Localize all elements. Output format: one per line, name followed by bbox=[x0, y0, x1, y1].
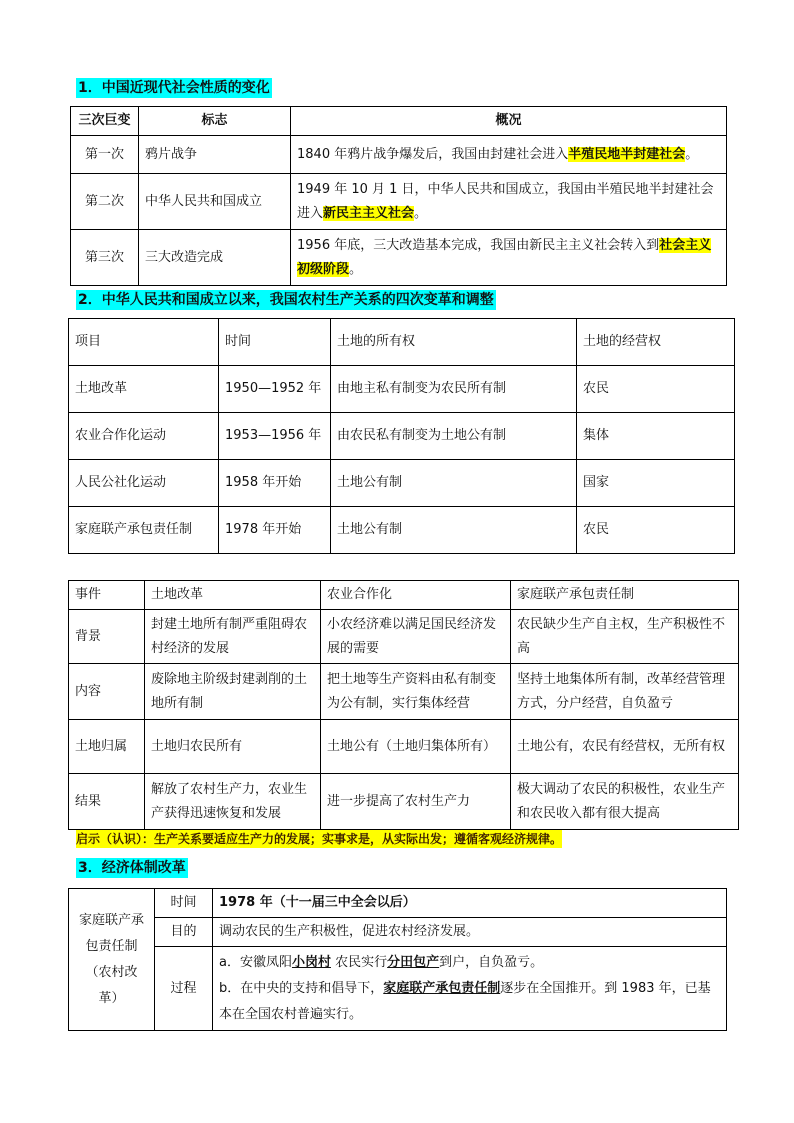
reform-comparison-table bbox=[68, 580, 739, 830]
header-cell: 标志 bbox=[139, 107, 291, 136]
section3-heading: 3．经济体制改革 bbox=[78, 860, 186, 876]
table-cell: 1958 年开始 bbox=[219, 460, 331, 507]
table-cell: 废除地主阶级封建剥削的土地所有制 bbox=[145, 664, 321, 720]
value-cell: 1978 年（十一届三中全会以后） bbox=[213, 889, 727, 918]
table-cell: 进一步提高了农村生产力 bbox=[321, 774, 511, 830]
header-cell: 事件 bbox=[69, 581, 145, 610]
table-cell: 解放了农村生产力，农业生产获得迅速恢复和发展 bbox=[145, 774, 321, 830]
table-cell bbox=[291, 174, 727, 230]
table-row bbox=[69, 664, 739, 720]
table-cell: 第二次 bbox=[71, 174, 139, 230]
table-cell: 坚持土地集体所有制，改革经营管理方式，分户经营，自负盈亏 bbox=[511, 664, 739, 720]
cell-text: b．在中央的支持和倡导下， bbox=[219, 980, 384, 996]
cell-text: 1840 年鸦片战争爆发后，我国由封建社会进入 bbox=[297, 146, 569, 162]
highlight-text: 新民主主义社会 bbox=[323, 205, 415, 221]
label-cell: 过程 bbox=[155, 947, 213, 1031]
table-cell: 第三次 bbox=[71, 230, 139, 286]
table-row bbox=[69, 366, 735, 413]
key-term: 家庭联产承包责任制 bbox=[383, 980, 501, 996]
table-row bbox=[69, 413, 735, 460]
table-row bbox=[71, 230, 727, 286]
table-cell: 土地公有制 bbox=[331, 507, 577, 554]
insight-note: 启示（认识）：生产关系要适应生产力的发展；实事求是，从实际出发；遵循客观经济规律。 bbox=[76, 832, 563, 846]
economic-reform-table bbox=[68, 888, 727, 1031]
table-cell: 农业合作化运动 bbox=[69, 413, 219, 460]
social-change-table bbox=[70, 106, 727, 286]
cell-text: 1956 年底，三大改造基本完成，我国由新民主主义社会转入到 bbox=[297, 237, 660, 253]
reform-name-cell: 家庭联产承包责任制（农村改革） bbox=[69, 889, 155, 1031]
table-row bbox=[69, 460, 735, 507]
table-cell: 农民缺少生产自主权，生产积极性不高 bbox=[511, 610, 739, 664]
table-row bbox=[71, 136, 727, 174]
process-cell bbox=[213, 947, 727, 1031]
table-cell: 1950—1952 年 bbox=[219, 366, 331, 413]
table-cell: 家庭联产承包责任制 bbox=[69, 507, 219, 554]
table-cell: 第一次 bbox=[71, 136, 139, 174]
rural-relations-table bbox=[68, 318, 735, 554]
table-cell: 土地公有（土地归集体所有） bbox=[321, 720, 511, 774]
header-cell: 土地的经营权 bbox=[577, 319, 735, 366]
table-row bbox=[69, 610, 739, 664]
key-term: 分田包产 bbox=[387, 954, 440, 970]
table-cell: 1978 年开始 bbox=[219, 507, 331, 554]
table-cell: 把土地等生产资料由私有制变为公有制，实行集体经营 bbox=[321, 664, 511, 720]
header-cell: 土地改革 bbox=[145, 581, 321, 610]
table-cell: 中华人民共和国成立 bbox=[139, 174, 291, 230]
table-cell: 土地公有，农民有经营权，无所有权 bbox=[511, 720, 739, 774]
header-cell: 时间 bbox=[219, 319, 331, 366]
table-row bbox=[69, 507, 735, 554]
table-row bbox=[69, 774, 739, 830]
cell-text: 。 bbox=[349, 261, 363, 277]
header-cell: 三次巨变 bbox=[71, 107, 139, 136]
table-cell: 结果 bbox=[69, 774, 145, 830]
highlight-text: 半殖民地半封建社会 bbox=[568, 146, 686, 162]
table-cell bbox=[291, 230, 727, 286]
table-cell: 土地公有制 bbox=[331, 460, 577, 507]
value-cell: 调动农民的生产积极性，促进农村经济发展。 bbox=[213, 918, 727, 947]
table-cell: 1953—1956 年 bbox=[219, 413, 331, 460]
label-cell: 目的 bbox=[155, 918, 213, 947]
cell-text: a．安徽凤阳 bbox=[219, 954, 292, 970]
header-cell: 土地的所有权 bbox=[331, 319, 577, 366]
label-cell: 时间 bbox=[155, 889, 213, 918]
cell-text: 。 bbox=[414, 205, 428, 221]
table-cell: 农民 bbox=[577, 507, 735, 554]
table-cell: 由农民私有制变为土地公有制 bbox=[331, 413, 577, 460]
highlight-text: 社会主义初级阶段 bbox=[297, 237, 712, 277]
header-cell: 家庭联产承包责任制 bbox=[511, 581, 739, 610]
table-row bbox=[69, 720, 739, 774]
cell-text: 到户，自负盈亏。 bbox=[439, 954, 544, 970]
table-cell: 背景 bbox=[69, 610, 145, 664]
process-item-b bbox=[219, 976, 720, 1028]
table-cell: 内容 bbox=[69, 664, 145, 720]
cell-text: 逐步在全国推开。到 1983 年，已基本在全国农村普遍实行。 bbox=[219, 980, 711, 1022]
cell-text: 1949 年 10 月 1 日，中华人民共和国成立，我国由半殖民地半封建社会进入 bbox=[297, 181, 714, 221]
header-cell: 项目 bbox=[69, 319, 219, 366]
table-cell: 国家 bbox=[577, 460, 735, 507]
table-cell: 土地改革 bbox=[69, 366, 219, 413]
key-term: 小岗村 bbox=[291, 954, 331, 970]
table-cell: 小农经济难以满足国民经济发展的需要 bbox=[321, 610, 511, 664]
cell-text: 农民实行 bbox=[330, 954, 388, 970]
table-cell: 土地归农民所有 bbox=[145, 720, 321, 774]
header-cell: 农业合作化 bbox=[321, 581, 511, 610]
table-row bbox=[71, 174, 727, 230]
process-item-a bbox=[219, 950, 720, 976]
table-cell: 三大改造完成 bbox=[139, 230, 291, 286]
header-cell: 概况 bbox=[291, 107, 727, 136]
table-cell: 由地主私有制变为农民所有制 bbox=[331, 366, 577, 413]
section1-heading: 1．中国近现代社会性质的变化 bbox=[78, 80, 270, 96]
table-cell: 封建土地所有制严重阻碍农村经济的发展 bbox=[145, 610, 321, 664]
table-cell: 集体 bbox=[577, 413, 735, 460]
section2-heading: 2．中华人民共和国成立以来，我国农村生产关系的四次变革和调整 bbox=[78, 292, 494, 308]
table-cell: 人民公社化运动 bbox=[69, 460, 219, 507]
table-cell: 农民 bbox=[577, 366, 735, 413]
table-cell: 极大调动了农民的积极性，农业生产和农民收入都有很大提高 bbox=[511, 774, 739, 830]
table-cell: 鸦片战争 bbox=[139, 136, 291, 174]
table-cell: 土地归属 bbox=[69, 720, 145, 774]
cell-text: 。 bbox=[685, 146, 699, 162]
table-cell bbox=[291, 136, 727, 174]
